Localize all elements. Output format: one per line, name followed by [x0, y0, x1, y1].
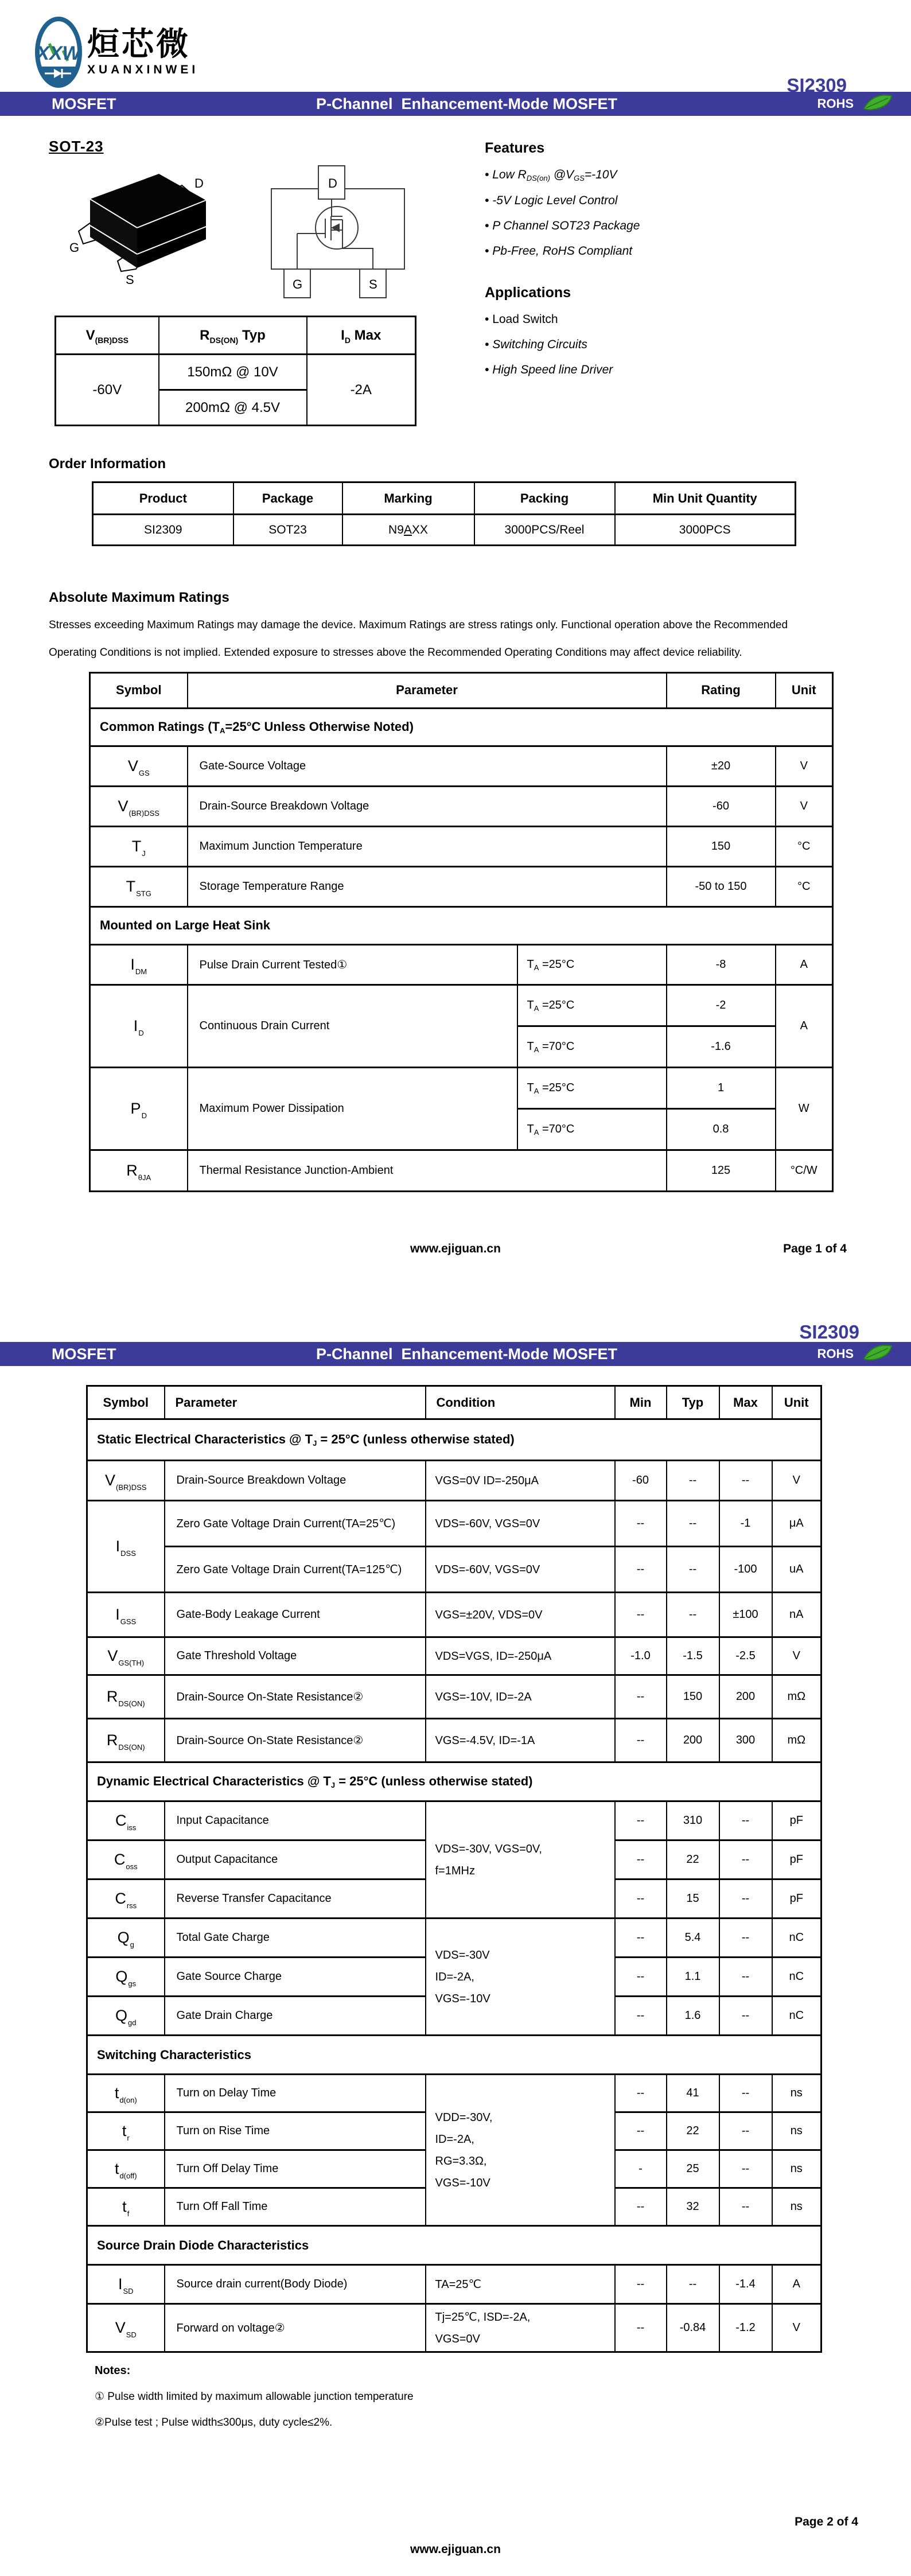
ec-row-tr: $t_r$ Turn on Rise Time -- 22 -- ns	[87, 2112, 822, 2150]
notes-block	[95, 2364, 911, 2429]
order-header: Min Unit Quantity	[615, 482, 796, 515]
amr-row-pd-70c: $T_A =70^\circ C$ 0.8	[90, 1108, 833, 1150]
ec-cond-switching: VDD=-30V, ID=-2A, RG=3.3Ω, VGS=-10V	[426, 2075, 615, 2226]
schematic-pin-d: D	[328, 176, 337, 190]
ec-row-igss: $I_{GSS}$ Gate-Body Leakage Current VGS=±20V, VDS=0V -- -- ±100 nA	[87, 1593, 822, 1637]
quick-rdson-value-2: 200mΩ @ 4.5V	[159, 390, 307, 426]
ec-row-idss-25c: $I_{DSS}$ Zero Gate Voltage Drain Current(TA=25℃) VDS=-60V, VGS=0V -- -- -1 μA	[87, 1501, 822, 1547]
banner-title: P-Channel Enhancement-Mode MOSFET	[316, 1345, 617, 1363]
ec-row-qgs: $Q_{gs}$ Gate Source Charge -- 1.1 -- nC	[87, 1958, 822, 1997]
ec-header: Max	[719, 1386, 772, 1419]
application-item: • Load Switch	[485, 313, 558, 326]
order-marking: N9AXX	[342, 515, 474, 546]
features-column	[485, 138, 840, 426]
logo-text	[87, 16, 198, 77]
ec-row-tf: $t_f$ Turn Off Fall Time -- 32 -- ns	[87, 2188, 822, 2226]
footer-url: www.ejiguan.cn	[410, 2543, 501, 2556]
ec-header: Condition	[426, 1386, 615, 1419]
quick-header-idmax: $I_D$ Max	[307, 317, 416, 355]
absolute-maximum-ratings-title: Absolute Maximum Ratings	[49, 590, 229, 605]
ec-section-switching: Switching Characteristics	[87, 2036, 822, 2075]
amr-row-tj: $T_J$ Maximum Junction Temperature 150 °C	[90, 826, 833, 866]
page-2	[0, 1288, 911, 2576]
quick-header-rdson: $R_{DS(ON)}$ Typ	[159, 317, 307, 355]
order-header: Package	[233, 482, 342, 515]
amr-row-rtja: $R_{\theta JA}$ Thermal Resistance Junction-Ambient 125 °C/W	[90, 1150, 833, 1191]
ec-section-diode: Source Drain Diode Characteristics	[87, 2226, 822, 2265]
ec-row-isd: $I_{SD}$ Source drain current(Body Diode) TA=25℃ -- -- -1.4 A	[87, 2265, 822, 2304]
ec-row-coss: $C_{oss}$ Output Capacitance -- 22 -- pF	[87, 1840, 822, 1880]
order-information-title: Order Information	[49, 456, 166, 472]
ec-row-ciss: $C_{iss}$ Input Capacitance VDS=-30V, VGS=0V, f=1MHz -- 310 -- pF	[87, 1801, 822, 1840]
applications-title: Applications	[485, 285, 571, 301]
amr-row-id: $I_D$ Continuous Drain Current $T_A =25^\circ C$ -2 A	[90, 985, 833, 1026]
amr-section-common: Common Ratings (TA=25°C Unless Otherwise Noted)	[90, 708, 833, 746]
ec-header: Symbol	[87, 1386, 165, 1419]
ec-row-rdson-4v5: $R_{DS(ON)}$ Drain-Source On-State Resistance② VGS=-4.5V, ID=-1A -- 200 300 mΩ	[87, 1719, 822, 1762]
quick-ratings-table	[54, 316, 416, 426]
feature-item: • -5V Logic Level Control	[485, 194, 618, 207]
package-title: SOT-23	[49, 138, 104, 155]
order-product: SI2309	[93, 515, 233, 546]
ec-row-vbrdss: $V_{(BR)DSS}$ Drain-Source Breakdown Voltage VGS=0V ID=-250μA -60 -- -- V	[87, 1461, 822, 1501]
ec-row-vgsth: $V_{GS(TH)}$ Gate Threshold Voltage VDS=VGS, ID=-250μA -1.0 -1.5 -2.5 V	[87, 1637, 822, 1675]
footer-page-number: Page 2 of 4	[795, 2515, 858, 2528]
schematic-pin-g: G	[293, 277, 303, 291]
part-number: SI2309	[787, 75, 847, 96]
pin-label-g: G	[69, 240, 80, 255]
rohs-label: ROHS	[817, 1347, 854, 1361]
company-name-en: XUANXINWEI	[87, 63, 199, 76]
quick-header-vbrdss: $V_{(BR)DSS}$	[56, 317, 159, 355]
absolute-maximum-ratings-description: Stresses exceeding Maximum Ratings may damage the device. Maximum Ratings are stress ratings only. Functional operation above the Recommended Operating Conditions is not implied. Extended exposure to stresses above the Recommended Operating Conditions may affect device reliability.	[49, 619, 788, 659]
ec-header: Parameter	[165, 1386, 426, 1419]
ec-row-qg: $Q_g$ Total Gate Charge VDS=-30V ID=-2A, VGS=-10V -- 5.4 -- nC	[87, 1919, 822, 1958]
ec-row-rdson-10v: $R_{DS(ON)}$ Drain-Source On-State Resistance② VGS=-10V, ID=-2A -- 150 200 mΩ	[87, 1675, 822, 1719]
application-item: • Switching Circuits	[485, 338, 587, 351]
pin-label-d: D	[194, 176, 204, 190]
header-banner	[0, 92, 911, 116]
ec-row-crss: $C_{rss}$ Reverse Transfer Capacitance -- 15 -- pF	[87, 1880, 822, 1919]
order-row	[93, 515, 796, 546]
absolute-maximum-ratings-table	[89, 672, 834, 1192]
ec-row-idss-125c: Zero Gate Voltage Drain Current(TA=125℃) VDS=-60V, VGS=0V -- -- -100 uA	[87, 1547, 822, 1593]
ec-cond-capacitance: VDS=-30V, VGS=0V, f=1MHz	[426, 1801, 615, 1919]
part-number: SI2309	[799, 1321, 859, 1343]
schematic-pin-s: S	[369, 277, 377, 291]
feature-item: • P Channel SOT23 Package	[485, 219, 640, 232]
package-section	[49, 138, 911, 426]
features-title: Features	[485, 140, 545, 156]
feature-item: • Pb-Free, RoHS Compliant	[485, 244, 633, 258]
ec-header: Unit	[772, 1386, 822, 1419]
amr-row-vbrdss: $V_{(BR)DSS}$ Drain-Source Breakdown Voltage -60 V	[90, 786, 833, 826]
quick-vbrdss-value: -60V	[56, 355, 159, 426]
rohs-label: ROHS	[817, 96, 854, 111]
company-logo-icon	[34, 16, 83, 91]
order-header: Packing	[474, 482, 615, 515]
quick-rdson-value-1: 150mΩ @ 10V	[159, 355, 307, 390]
ec-header: Typ	[667, 1386, 719, 1419]
amr-header-rating: Rating	[667, 672, 776, 708]
banner-title: P-Channel Enhancement-Mode MOSFET	[316, 95, 617, 112]
leaf-icon	[862, 1341, 895, 1367]
order-header: Product	[93, 482, 233, 515]
ec-cond-gate-charge: VDS=-30V ID=-2A, VGS=-10V	[426, 1919, 615, 2036]
amr-row-idm: $I_{DM}$ Pulse Drain Current Tested① $T_A =25^\circ C$ -8 A	[90, 944, 833, 985]
leaf-icon	[862, 91, 895, 116]
order-header: Marking	[342, 482, 474, 515]
ec-row-tdon: $t_{d(on)}$ Turn on Delay Time VDD=-30V, ID=-2A, RG=3.3Ω, VGS=-10V -- 41 -- ns	[87, 2075, 822, 2112]
footer-page-number: Page 1 of 4	[783, 1242, 847, 1255]
header-banner	[0, 1342, 911, 1366]
ec-section-static: Static Electrical Characteristics @ TJ = 25°C (unless otherwise stated)	[87, 1419, 822, 1461]
company-name-cn: 烜芯微	[87, 26, 190, 62]
quick-idmax-value: -2A	[307, 355, 416, 426]
feature-item: • Low RDS(on) @VGS=-10V	[485, 168, 617, 182]
footer-url: www.ejiguan.cn	[410, 1242, 501, 1255]
electrical-characteristics-table	[86, 1385, 822, 2353]
order-min-qty: 3000PCS	[615, 515, 796, 546]
ec-header: Min	[615, 1386, 667, 1419]
package-left-column	[49, 138, 473, 426]
amr-header-parameter: Parameter	[188, 672, 667, 708]
note-item-1: ① Pulse width limited by maximum allowable junction temperature	[95, 2391, 414, 2403]
amr-header-unit: Unit	[776, 672, 833, 708]
brand-header	[34, 16, 911, 92]
order-information-table	[92, 481, 796, 546]
notes-title: Notes:	[95, 2364, 131, 2377]
amr-row-vgs: $V_{GS}$ Gate-Source Voltage ±20 V	[90, 746, 833, 786]
order-packing: 3000PCS/Reel	[474, 515, 615, 546]
amr-row-id-70c: $T_A =70^\circ C$ -1.6	[90, 1026, 833, 1067]
sot23-package-3d-image	[49, 164, 229, 291]
logo-monogram: XXW	[36, 42, 81, 64]
sot23-schematic-image	[261, 164, 417, 303]
amr-section-heatsink: Mounted on Large Heat Sink	[90, 906, 833, 944]
amr-row-tstg: $T_{STG}$ Storage Temperature Range -50 to 150 °C	[90, 866, 833, 906]
banner-left-label: MOSFET	[52, 95, 116, 112]
package-images	[49, 164, 473, 303]
banner-left-label: MOSFET	[52, 1345, 116, 1363]
pin-label-s: S	[126, 273, 134, 287]
amr-header-symbol: Symbol	[90, 672, 188, 708]
ec-row-tdoff: $t_{d(off)}$ Turn Off Delay Time - 25 -- ns	[87, 2150, 822, 2188]
applications-block	[485, 285, 840, 377]
rohs-badge	[817, 1341, 895, 1367]
ec-row-vsd: $V_{SD}$ Forward on voltage② Tj=25℃, ISD=-2A, VGS=0V -- -0.84 -1.2 V	[87, 2304, 822, 2352]
application-item: • High Speed line Driver	[485, 363, 613, 376]
ec-row-qgd: $Q_{gd}$ Gate Drain Charge -- 1.6 -- nC	[87, 1997, 822, 2036]
note-item-2: ②Pulse test ; Pulse width≤300μs, duty cycle≤2%.	[95, 2417, 333, 2429]
ec-section-dynamic: Dynamic Electrical Characteristics @ TJ = 25°C (unless otherwise stated)	[87, 1762, 822, 1801]
order-package: SOT23	[233, 515, 342, 546]
amr-row-pd: $P_D$ Maximum Power Dissipation $T_A =25^\circ C$ 1 W	[90, 1067, 833, 1108]
